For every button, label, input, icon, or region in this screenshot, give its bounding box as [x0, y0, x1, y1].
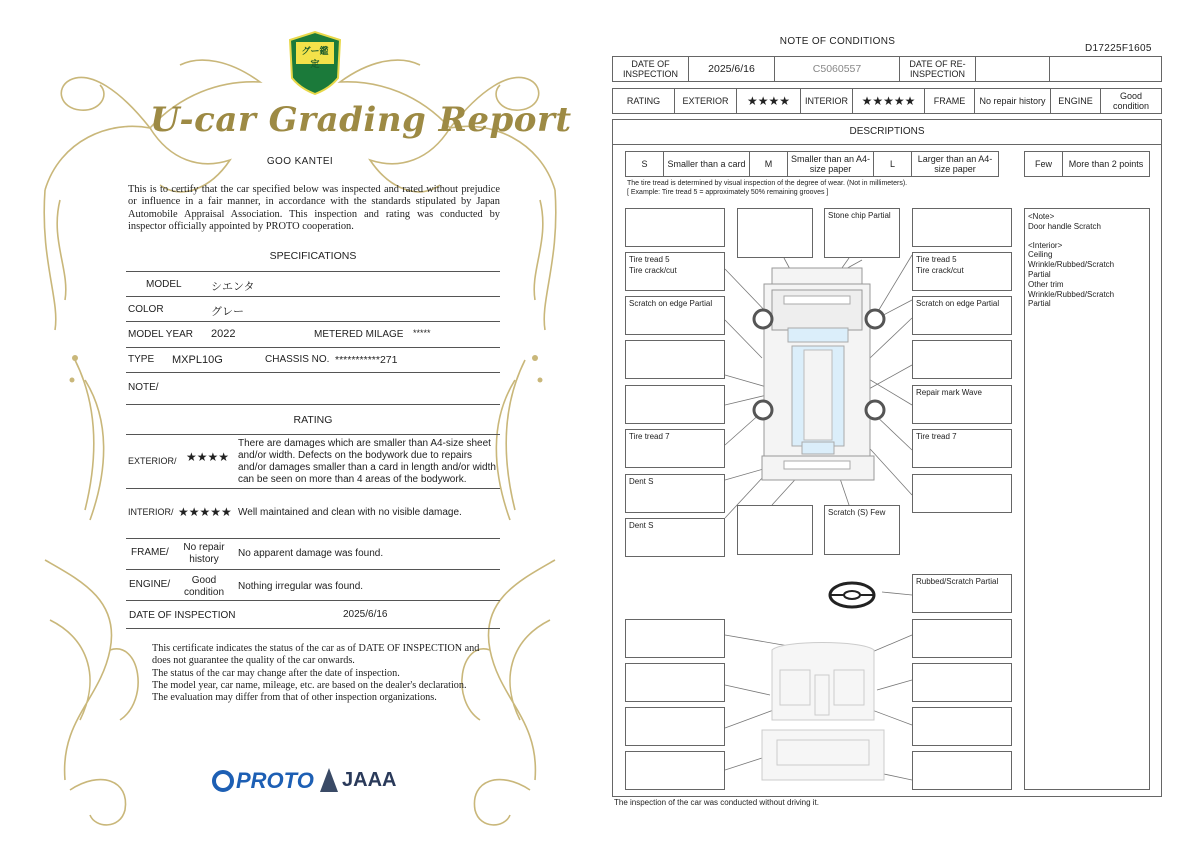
date-of-inspection-value: 2025/6/16 — [689, 57, 775, 81]
damage-box — [625, 340, 725, 379]
interior-box — [625, 663, 725, 702]
reinspection-label: DATE OF RE-INSPECTION — [900, 57, 976, 81]
damage-box — [625, 385, 725, 424]
footer-line: This certificate indicates the status of the car as of DATE OF INSPECTION and does not guarantee the quality of the car onwards. — [152, 643, 480, 667]
frame-value: No repair history — [183, 542, 225, 565]
tire-note-2: [ Example: Tire tread 5 = approximately 50% remaining grooves ] — [627, 189, 829, 196]
car-interior-view — [762, 643, 884, 781]
type-label: TYPE — [128, 354, 155, 365]
dent-box: Dent S — [625, 518, 725, 557]
date-of-inspection-label: DATE OF INSPECTION — [613, 57, 689, 81]
model-value: シエンタ — [211, 281, 255, 293]
exterior-stars: ★★★★ — [737, 89, 801, 113]
note-title: <Note> — [1028, 212, 1055, 221]
year-value: 2022 — [211, 328, 236, 340]
scratch-edge-right-box: Scratch on edge Partial — [912, 296, 1012, 335]
certificate-footer — [152, 643, 482, 704]
steering-wheel-icon — [830, 583, 874, 607]
color-value: グレー — [211, 306, 244, 318]
damage-box — [912, 208, 1012, 247]
interior-box — [912, 707, 1012, 746]
damage-box — [912, 340, 1012, 379]
interior-desc: Well maintained and clean with no visible damage. — [238, 507, 462, 518]
tire-front-left-box: Tire tread 5 Tire crack/cut — [625, 252, 725, 291]
rating-row — [612, 88, 1162, 114]
size-legend — [625, 151, 999, 177]
engine-label: ENGINE/ — [129, 579, 171, 590]
footer-line: The evaluation may differ from that of other inspection organizations. — [152, 692, 437, 704]
jaaa-icon — [320, 768, 338, 792]
report-subtitle: GOO KANTEI — [266, 156, 334, 167]
sheet-title: NOTE OF CONDITIONS — [779, 36, 896, 47]
steering-wheel-box: Rubbed/Scratch Partial — [912, 574, 1012, 613]
interior-box — [625, 707, 725, 746]
document-id: D17225F1605 — [1085, 43, 1152, 54]
reinspection-value — [976, 57, 1050, 81]
frame-label: FRAME/ — [131, 547, 169, 558]
legend-few-text: More than 2 points — [1068, 159, 1144, 169]
badge-text: グー鑑定 — [301, 46, 329, 69]
interior-note-line: Wrinkle/Rubbed/Scratch — [1028, 260, 1115, 270]
note-line: Door handle Scratch — [1028, 221, 1101, 231]
interior-label: INTERIOR/ — [128, 507, 174, 517]
blank-cell — [1050, 57, 1161, 81]
specs-heading: SPECIFICATIONS — [269, 250, 357, 262]
stone-chip-box: Stone chip Partial — [824, 208, 900, 258]
engine-value: Good condition — [183, 575, 225, 598]
legend-l-text: Larger than an A4-size paper — [917, 154, 993, 174]
exterior-desc: There are damages which are smaller than A4-size sheet and/or width. Defects on the bodywork due to repairs and/or damages smaller than a card in length and/or width can be seen on more than 4 areas of the bodywork. — [238, 438, 496, 485]
interior-note-line: Partial — [1028, 299, 1051, 309]
inspection-dates-row — [612, 56, 1162, 82]
interior-box — [912, 663, 1012, 702]
few-legend — [1024, 151, 1150, 177]
legend-l: L — [874, 152, 912, 176]
intro-text: This is to certify that the car specified below was inspected and rated without prejudice or influence in a fair manner, in accordance with the standards stipulated by Japan Automobile Appraisal Association. This inspection and rating was conducted by inspector officially appointed by PROTO cooperation. — [128, 184, 500, 233]
mileage-value: ***** — [413, 328, 431, 338]
interior-label: INTERIOR — [801, 89, 853, 113]
frame-label: FRAME — [925, 89, 975, 113]
note-label: NOTE/ — [128, 382, 159, 393]
legend-few: Few — [1025, 152, 1063, 176]
dent-box: Dent S — [625, 474, 725, 513]
color-label: COLOR — [128, 304, 164, 315]
tire-front-right-box: Tire tread 5 Tire crack/cut — [912, 252, 1012, 291]
exterior-label: EXTERIOR — [675, 89, 737, 113]
interior-box — [625, 751, 725, 790]
footer-line: The status of the car may change after the date of inspection. — [152, 667, 400, 679]
damage-box — [912, 474, 1012, 513]
jaaa-logo: JAAA — [320, 768, 396, 792]
legend-s-text: Smaller than a card — [664, 152, 750, 176]
repair-mark-box: Repair mark Wave — [912, 385, 1012, 424]
engine-label: ENGINE — [1051, 89, 1101, 113]
exterior-label: EXTERIOR/ — [128, 456, 177, 466]
rating-heading: RATING — [293, 414, 333, 426]
footer-line: The model year, car name, mileage, etc. are based on the dealer's declaration. — [152, 679, 467, 691]
proto-logo: PROTO — [212, 768, 314, 794]
chassis-label: CHASSIS NO. — [265, 354, 330, 365]
tire-rear-left-box: Tire tread 7 — [625, 429, 725, 468]
model-label: MODEL — [146, 279, 182, 290]
exterior-stars: ★★★★ — [186, 450, 230, 464]
car-top-view — [754, 268, 884, 480]
bottom-note: The inspection of the car was conducted without driving it. — [614, 798, 819, 807]
engine-value: Good condition — [1112, 91, 1150, 111]
damage-box — [625, 208, 725, 247]
legend-m-text: Smaller than an A4-size paper — [788, 152, 874, 176]
damage-box — [737, 208, 813, 258]
interior-box — [912, 619, 1012, 658]
interior-box — [912, 751, 1012, 790]
interior-note-title: <Interior> — [1028, 240, 1063, 250]
notes-panel — [1024, 208, 1150, 790]
report-title: U-car Grading Report — [150, 100, 572, 140]
date-label: DATE OF INSPECTION — [129, 610, 236, 621]
descriptions-heading: DESCRIPTIONS — [612, 119, 1162, 145]
interior-box — [625, 619, 725, 658]
proto-icon — [212, 770, 234, 792]
date-value: 2025/6/16 — [343, 609, 388, 620]
scratch-edge-left-box: Scratch on edge Partial — [625, 296, 725, 335]
frame-value: No repair history — [975, 89, 1051, 113]
damage-box — [737, 505, 813, 555]
interior-note-line: Partial — [1028, 269, 1051, 279]
interior-note-line: Ceiling — [1028, 250, 1053, 260]
chassis-value: ***********271 — [335, 354, 398, 366]
frame-desc: No apparent damage was found. — [238, 548, 384, 559]
tire-rear-right-box: Tire tread 7 — [912, 429, 1012, 468]
interior-stars: ★★★★★ — [178, 505, 232, 519]
interior-note-line: Other trim — [1028, 279, 1064, 289]
inspection-code: C5060557 — [775, 57, 900, 81]
tire-note-1: The tire tread is determined by visual inspection of the degree of wear. (Not in millimeters). — [627, 180, 908, 187]
mileage-label: METERED MILAGE — [314, 329, 404, 340]
interior-stars: ★★★★★ — [853, 89, 925, 113]
scratch-few-box: Scratch (S) Few — [824, 505, 900, 555]
rating-label: RATING — [613, 89, 675, 113]
engine-desc: Nothing irregular was found. — [238, 581, 364, 592]
legend-m: M — [750, 152, 788, 176]
year-label: MODEL YEAR — [128, 329, 194, 340]
legend-s: S — [626, 152, 664, 176]
interior-note-line: Wrinkle/Rubbed/Scratch — [1028, 289, 1115, 299]
type-value: MXPL10G — [172, 354, 223, 366]
